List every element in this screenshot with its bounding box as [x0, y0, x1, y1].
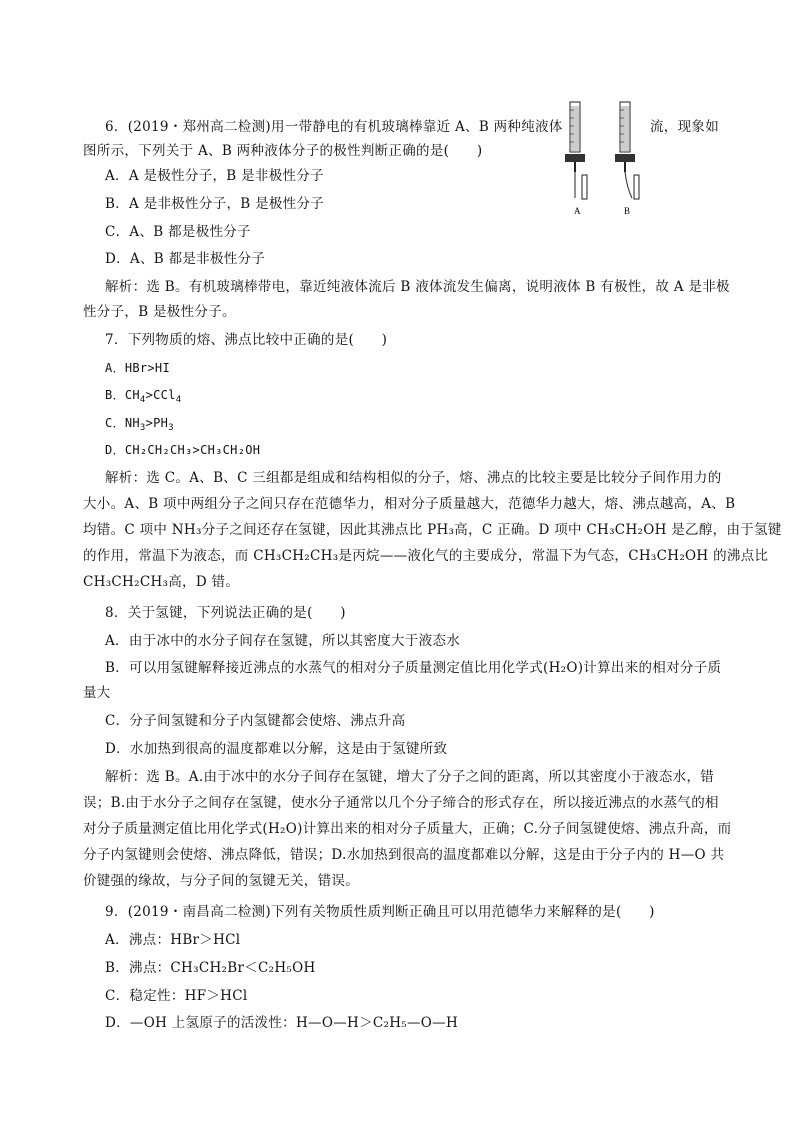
- q7-option-d: D．CH₂CH₂CH₃>CH₃CH₂OH: [105, 443, 261, 457]
- q9-option-d: D．—OH 上氢原子的活泼性：H—O—H＞C₂H₅—O—H: [105, 1015, 459, 1031]
- q7-answer-line4: 的作用，常温下为液态，而 CH₃CH₂CH₃是丙烷——液化气的主要成分，常温下为气态，CH₃CH₂OH 的沸点比: [83, 548, 769, 564]
- q6-answer-line1: 解析：选 B。有机玻璃棒带电，靠近纯液体流后 B 液体流发生偏离，说明液体 B 有极性，故 A 是非极: [105, 279, 730, 295]
- q8-option-c: C．分子间氢键和分子内氢键都会使熔、沸点升高: [105, 713, 406, 729]
- figure-label-a: A: [574, 206, 581, 216]
- q6-option-d: D．A、B 都是非极性分子: [105, 251, 266, 267]
- q6-stem-line2: 图所示，下列关于 A、B 两种液体分子的极性判断正确的是( ): [83, 143, 483, 159]
- q6-stem-line1-tail: 流，现象如: [650, 119, 719, 135]
- q6-option-a: A．A 是极性分子，B 是非极性分子: [105, 168, 324, 184]
- q9-option-c: C．稳定性：HF＞HCl: [105, 988, 248, 1004]
- q8-stem: 8．关于氢键，下列说法正确的是( ): [105, 605, 346, 621]
- q7-option-c: C．$NH_3>PH_3$: [105, 416, 174, 433]
- burette-a: [565, 102, 587, 199]
- q8-answer-line4: 分子内氢键则会使熔、沸点降低，错误；D.水加热到很高的温度都难以分解，这是由于分子内的 H—O 共: [83, 847, 725, 863]
- q7-stem: 7．下列物质的熔、沸点比较中正确的是( ): [105, 332, 388, 348]
- burette-b: [615, 102, 639, 199]
- q7-option-a: A．HBr>HI: [105, 361, 170, 375]
- burette-figure: [560, 100, 650, 220]
- q8-option-d: D．水加热到很高的温度都难以分解，这是由于氢键所致: [105, 741, 448, 757]
- q9-option-a: A．沸点：HBr＞HCl: [105, 932, 241, 948]
- q7-option-b: B．$CH_4>CCl_4$: [105, 388, 182, 405]
- q6-option-c: C．A、B 都是极性分子: [105, 224, 251, 240]
- q8-answer-line1: 解析：选 B。A.由于冰中的水分子间存在氢键，增大了分子之间的距离，所以其密度小于液态水，错: [105, 769, 715, 785]
- q8-option-a: A．由于冰中的水分子间存在氢键，所以其密度大于液态水: [105, 633, 461, 649]
- q8-answer-line2: 误；B.由于水分子之间存在氢键，使水分子通常以几个分子缔合的形式存在，所以接近沸点的水蒸气的相: [83, 795, 719, 811]
- q8-answer-line5: 价键强的缘故，与分子间的氢键无关，错误。: [83, 873, 359, 889]
- q6-stem-line1: 6．(2019・郑州高二检测)用一带静电的有机玻璃棒靠近 A、B 两种纯液体: [105, 119, 563, 135]
- q6-answer-line2: 性分子，B 是极性分子。: [83, 304, 236, 320]
- q7-answer-line2: 大小。A、B 项中两组分子之间只存在范德华力，相对分子质量越大，范德华力越大，熔、沸点越高，A、B: [83, 496, 736, 512]
- q8-answer-line3: 对分子质量测定值比用化学式(H₂O)计算出来的相对分子质量大，正确；C.分子间氢键使熔、沸点升高，而: [83, 821, 732, 837]
- q7-answer-line3: 均错。C 项中 NH₃分子之间还存在氢键，因此其沸点比 PH₃高，C 正确。D 项中 CH₃CH₂OH 是乙醇，由于氢键: [83, 522, 782, 538]
- q8-option-b-line1: B．可以用氢键解释接近沸点的水蒸气的相对分子质量测定值比用化学式(H₂O)计算出来的相对分子质: [105, 660, 722, 676]
- q8-option-b-line2: 量大: [83, 685, 111, 701]
- q7-answer-line5: CH₃CH₂CH₃高，D 错。: [83, 574, 240, 590]
- q7-answer-line1: 解析：选 C。A、B、C 三组都是组成和结构相似的分子，熔、沸点的比较主要是比较分子间作用力的: [105, 470, 722, 486]
- q9-stem: 9．(2019・南昌高二检测)下列有关物质性质判断正确且可以用范德华力来解释的是( ): [105, 904, 655, 920]
- q6-option-b: B．A 是非极性分子，B 是极性分子: [105, 196, 325, 212]
- q9-option-b: B．沸点：CH₃CH₂Br＜C₂H₅OH: [105, 960, 316, 976]
- figure-label-b: B: [624, 206, 631, 216]
